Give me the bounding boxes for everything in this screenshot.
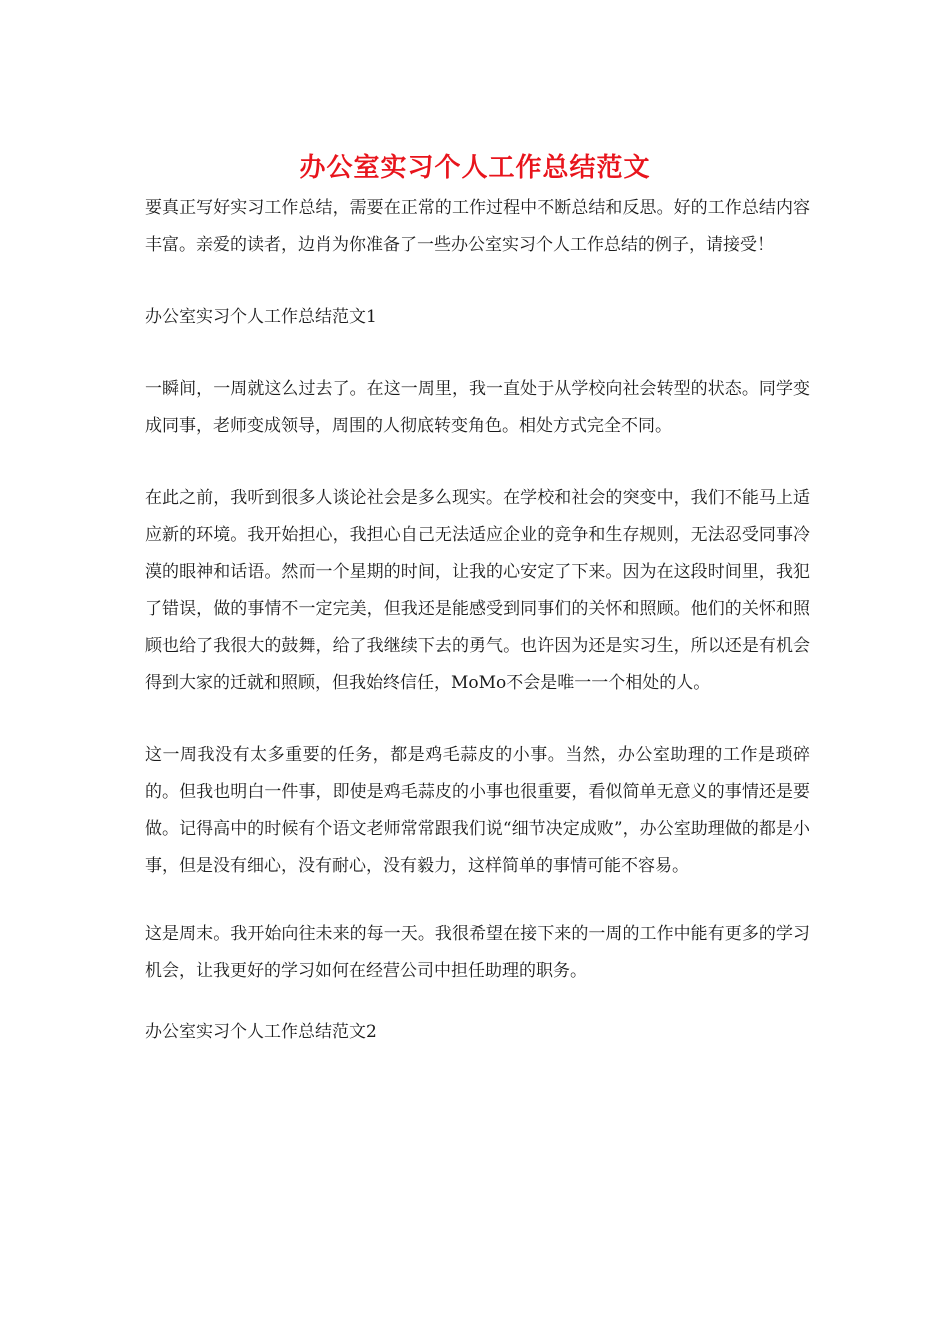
body-paragraph: 这是周末。我开始向往未来的每一天。我很希望在接下来的一周的工作中能有更多的学习机会，让我更好的学习如何在经营公司中担任助理的职务。 [145,924,810,981]
body-paragraph: 一瞬间，一周就这么过去了。在这一周里，我一直处于从学校向社会转型的状态。同学变成同事，老师变成领导，周围的人彻底转变角色。相处方式完全不同。 [145,379,810,436]
section-heading-2: 办公室实习个人工作总结范文2 [145,1022,377,1042]
body-paragraph: 这一周我没有太多重要的任务，都是鸡毛蒜皮的小事。当然，办公室助理的工作是琐碎的。但我也明白一件事，即使是鸡毛蒜皮的小事也很重要，看似简单无意义的事情还是要做。记得高中的时候有个语文老师常常跟我们说“细节决定成败”，办公室助理做的都是小事，但是没有细心，没有耐心，没有毅力，这样简单的事情可能不容易。 [145,745,810,876]
document-title: 办公室实习个人工作总结范文 [299,153,651,183]
body-paragraph: 在此之前，我听到很多人谈论社会是多么现实。在学校和社会的突变中，我们不能马上适应新的环境。我开始担心，我担心自己无法适应企业的竞争和生存规则，无法忍受同事冷漠的眼神和话语。然而一个星期的时间，让我的心安定了下来。因为在这段时间里，我犯了错误，做的事情不一定完美，但我还是能感受到同事们的关怀和照顾。他们的关怀和照顾也给了我很大的鼓舞，给了我继续下去的勇气。也许因为还是实习生，所以还是有机会得到大家的迁就和照顾，但我始终信任，MoMo不会是唯一一个相处的人。 [145,488,810,693]
paragraph-spacer [145,336,810,371]
paragraph-spacer [145,990,810,1014]
intro-paragraph: 要真正写好实习工作总结，需要在正常的工作过程中不断总结和反思。好的工作总结内容丰富。亲爱的读者，边肖为你准备了一些办公室实习个人工作总结的例子，请接受！ [145,198,810,255]
document-body [145,190,810,1051]
paragraph-spacer [145,702,810,737]
paragraph-spacer [145,445,810,480]
section-heading-1: 办公室实习个人工作总结范文1 [145,307,377,327]
paragraph-spacer [145,264,810,299]
paragraph-spacer [145,885,810,916]
